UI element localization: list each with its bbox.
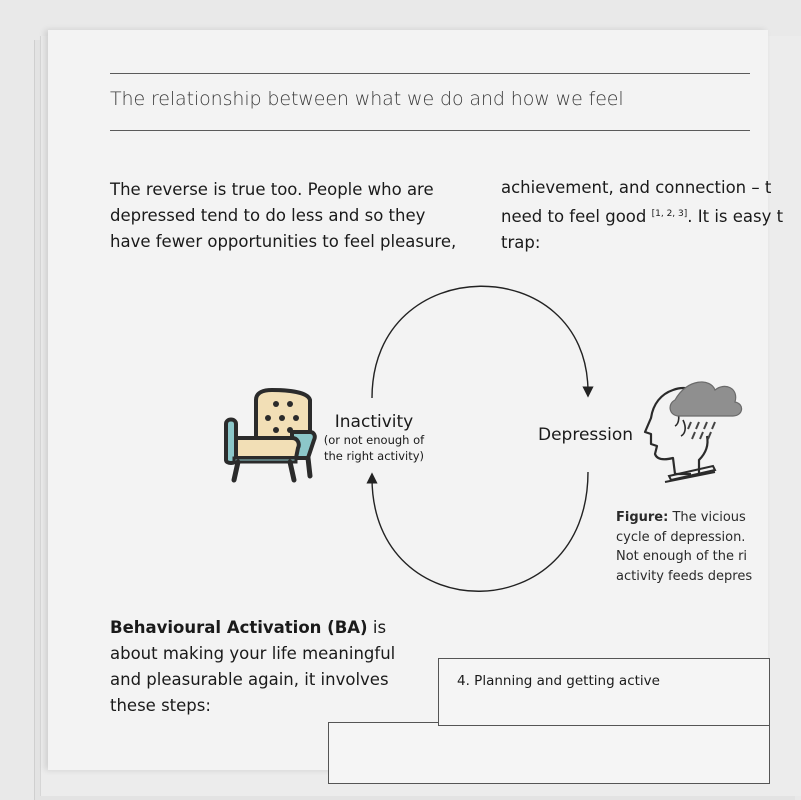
inactivity-sublabel: (or not enough of: [323, 433, 425, 447]
paragraph-line: and pleasurable again, it involves: [110, 670, 389, 689]
caption-line: Not enough of the ri: [616, 549, 748, 564]
caption-line: activity feeds depres: [616, 568, 753, 584]
caption-bold-label: Figure:: [616, 510, 669, 525]
caption-text: The vicious: [668, 510, 746, 525]
step-4-label: 4. Planning and getting active: [457, 673, 660, 689]
paragraph-line: achievement, and connection – t: [501, 178, 772, 197]
ba-paragraph: [110, 615, 395, 719]
bottom-cycle-arrow: [372, 472, 588, 591]
paragraph-line: The reverse is true too. People who are: [110, 180, 434, 199]
ba-term: Behavioural Activation (BA): [110, 618, 368, 637]
depression-label: Depression: [538, 425, 634, 445]
step-box-lower: [328, 722, 770, 784]
paragraph-line: about making your life meaningful: [110, 644, 396, 663]
paragraph-text: need to feel good: [501, 207, 647, 226]
top-cycle-arrow: [372, 286, 588, 398]
inactivity-node: [318, 412, 430, 464]
page-title: The relationship between what we do and how we feel: [110, 88, 624, 110]
paragraph-line: [110, 615, 395, 641]
inactivity-sublabel: the right activity): [323, 449, 425, 463]
paragraph-line: depressed tend to do less and so they: [110, 206, 426, 225]
step-box-4: [438, 658, 770, 726]
head-with-raincloud-icon: [635, 374, 745, 494]
depression-node: [538, 425, 633, 445]
paragraph-line: have fewer opportunities to feel pleasure,: [110, 232, 457, 251]
caption-line: cycle of depression.: [616, 529, 746, 545]
paragraph-text: . It is easy t: [687, 207, 784, 226]
caption-line: [616, 508, 752, 528]
figure-caption: [616, 508, 752, 586]
citation-reference: [1, 2, 3]: [651, 209, 688, 219]
paragraph-line: these steps:: [110, 696, 211, 715]
armchair-icon: [222, 388, 322, 488]
inactivity-label: Inactivity: [334, 412, 414, 432]
paragraph-line: trap:: [501, 233, 541, 252]
paragraph-text: is: [367, 618, 387, 637]
